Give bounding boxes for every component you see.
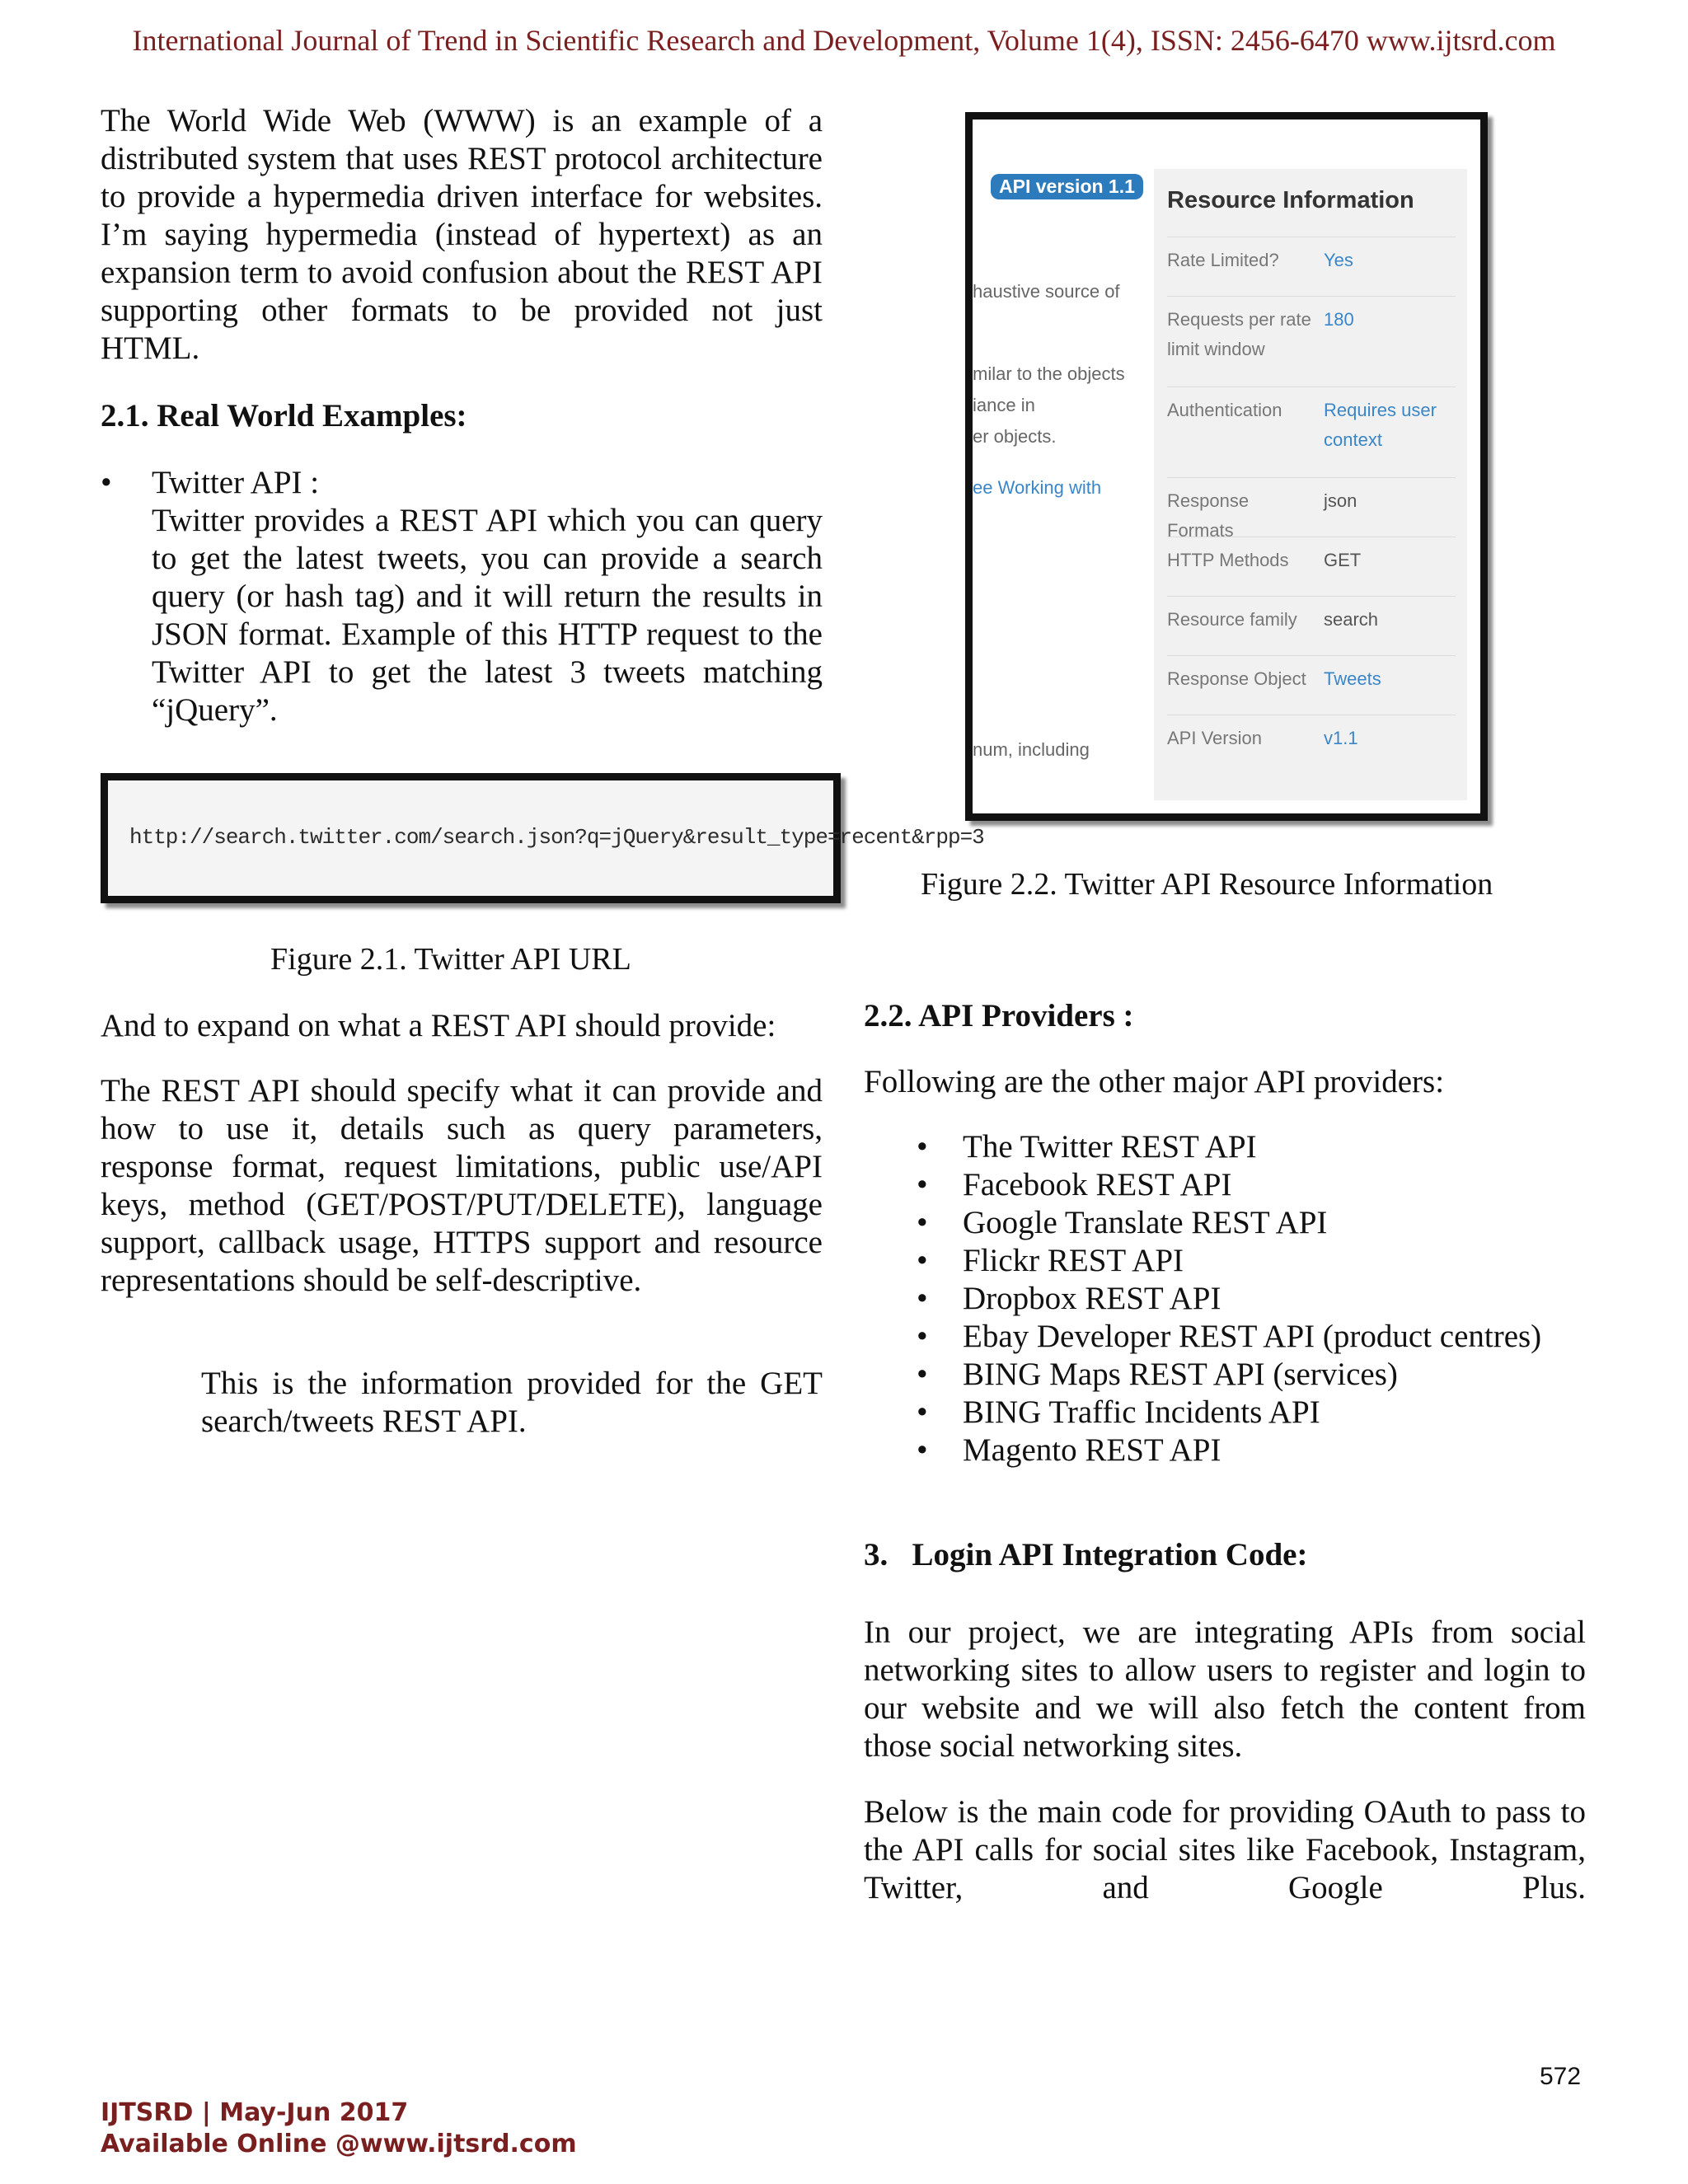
section-2-1-heading: 2.1. Real World Examples: — [101, 398, 467, 434]
providers-intro: Following are the other major API providers: — [864, 1064, 1445, 1099]
resource-row — [1167, 596, 1456, 656]
section-2-2-heading: 2.2. API Providers : — [864, 998, 1134, 1033]
bullet: • — [917, 1394, 928, 1430]
expand-sentence: And to expand on what a REST API should provide: — [101, 1008, 776, 1043]
bullet: • — [917, 1357, 928, 1392]
list-item — [917, 1166, 1639, 1204]
page-number: 572 — [1540, 2063, 1582, 2090]
bullet: • — [917, 1205, 928, 1240]
resource-key: Authentication — [1167, 400, 1282, 420]
provider-name: Magento REST API — [963, 1432, 1221, 1468]
resource-row — [1167, 655, 1456, 715]
resource-key: Response Formats — [1167, 490, 1250, 541]
resource-value: json — [1324, 490, 1357, 511]
resource-value: v1.1 — [1324, 728, 1358, 748]
resource-key: Rate Limited? — [1167, 250, 1279, 270]
running-header: International Journal of Trend in Scientific Research and Development, Volume 1(4), ISSN: 2456-6470 www.ijtsrd.com — [132, 24, 1556, 57]
resource-row — [1167, 715, 1456, 775]
resource-value: GET — [1324, 550, 1362, 570]
resource-key: API Version — [1167, 728, 1262, 748]
truncated-text-1: haustive source of — [973, 281, 1120, 302]
bullet: • — [917, 1319, 928, 1354]
truncated-text-4: er objects. — [973, 426, 1057, 447]
resource-information-title: Resource Information — [1167, 187, 1414, 213]
resource-value: search — [1324, 609, 1379, 630]
section-3-heading: 3. Login API Integration Code: — [864, 1537, 1308, 1572]
resource-row — [1167, 237, 1456, 297]
provider-name: BING Maps REST API (services) — [963, 1357, 1398, 1392]
resource-key: Requests per rate limit window — [1167, 309, 1311, 359]
resource-key: Response Object — [1167, 668, 1306, 689]
resource-value: Requires user context — [1324, 400, 1437, 450]
twitter-url-text: http://search.twitter.com/search.json?q=jQuery&result_type=recent&rpp=3 — [129, 825, 984, 850]
working-with-link[interactable]: ee Working with — [973, 477, 1102, 498]
integration-paragraph-2: Below is the main code for providing OAuth to pass to the API calls for social sites like Facebook, Instagram, Twitter, and Google Plus. — [864, 1794, 1586, 1905]
provider-name: Ebay Developer REST API (product centres) — [963, 1319, 1542, 1354]
resource-row — [1167, 387, 1456, 478]
resource-row — [1167, 477, 1456, 541]
list-item — [917, 1318, 1639, 1356]
list-item — [917, 1280, 1639, 1318]
figure-2-2-resource-info — [965, 112, 1488, 821]
truncated-text-3: iance in — [973, 395, 1035, 415]
resource-key: HTTP Methods — [1167, 550, 1289, 570]
resource-row — [1167, 537, 1456, 597]
truncated-text-2: milar to the objects — [973, 363, 1125, 384]
list-item — [917, 1432, 1639, 1469]
list-item — [917, 1204, 1639, 1242]
intro-paragraph: The World Wide Web (WWW) is an example of a distributed system that uses REST protocol architecture to provide a hypermedia driven interface for websites. I’m saying hypermedia (instead of hypertext) as an expansion term to avoid confusion about the REST API supporting other formats to be provided not just HTML. — [101, 103, 823, 366]
list-item — [917, 1356, 1639, 1394]
provider-name: Dropbox REST API — [963, 1281, 1221, 1316]
footer-journal-date: IJTSRD | May-Jun 2017 — [101, 2098, 409, 2127]
figure-2-1-caption: Figure 2.1. Twitter API URL — [270, 942, 631, 977]
bullet: • — [917, 1167, 928, 1202]
bullet: • — [917, 1243, 928, 1278]
truncated-text-6: num, including — [973, 739, 1090, 760]
twitter-api-title: Twitter API : — [152, 465, 320, 500]
rest-specify-paragraph: The REST API should specify what it can provide and how to use it, details such as query parameters, response format, request limitations, public use/API keys, method (GET/POST/PUT/DELETE), language support, callback usage, HTTPS support and resource representations should be self-descriptive. — [101, 1073, 823, 1298]
list-item — [917, 1128, 1639, 1166]
integration-paragraph-1: In our project, we are integrating APIs from social networking sites to allow users to register and login to our website and we will also fetch the content from those social networking sites. — [864, 1615, 1586, 1764]
bullet: • — [917, 1281, 928, 1316]
provider-name: The Twitter REST API — [963, 1129, 1257, 1165]
provider-name: Google Translate REST API — [963, 1205, 1328, 1240]
figure-2-2-caption: Figure 2.2. Twitter API Resource Information — [921, 867, 1493, 902]
provider-name: Facebook REST API — [963, 1167, 1232, 1202]
resource-information-panel — [1154, 169, 1467, 800]
bullet: • — [917, 1129, 928, 1165]
bullet-twitter: • — [101, 465, 112, 500]
provider-name: BING Traffic Incidents API — [963, 1394, 1320, 1430]
list-item — [917, 1394, 1639, 1432]
api-version-badge: API version 1.1 — [991, 174, 1143, 199]
list-item — [917, 1242, 1639, 1280]
twitter-api-description: Twitter provides a REST API which you can query to get the latest tweets, you can provide a search query (or hash tag) and it will return the results in JSON format. Example of this HTTP request to the Twitter API to get the latest 3 tweets matching “jQuery”. — [152, 503, 823, 728]
resource-value: Tweets — [1324, 668, 1381, 689]
resource-key: Resource family — [1167, 609, 1297, 630]
api-providers-list — [917, 1128, 1639, 1469]
get-search-info-paragraph: This is the information provided for the GET search/tweets REST API. — [201, 1366, 823, 1439]
figure-2-1-url-box — [101, 773, 984, 903]
resource-row — [1167, 296, 1456, 387]
resource-value: Yes — [1324, 250, 1353, 270]
bullet: • — [917, 1432, 928, 1468]
resource-value: 180 — [1324, 309, 1354, 330]
provider-name: Flickr REST API — [963, 1243, 1184, 1278]
footer-available-online: Available Online @www.ijtsrd.com — [101, 2130, 577, 2158]
